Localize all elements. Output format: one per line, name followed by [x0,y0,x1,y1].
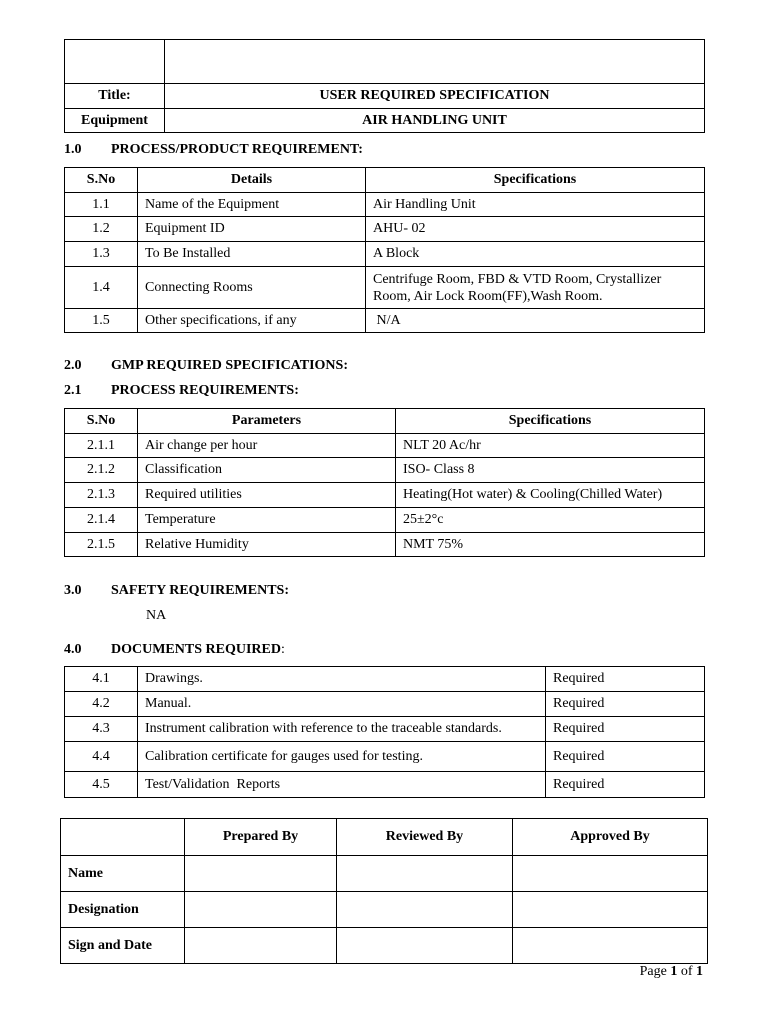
signoff-cell [337,856,513,892]
title-label: Title: [65,84,165,109]
row-sno: 2.1.2 [65,458,138,483]
row-spec: NLT 20 Ac/hr [396,434,705,458]
column-header: Specifications [366,168,705,193]
signoff-header-row [61,819,708,856]
row-parameter: Relative Humidity [138,533,396,557]
signoff-cell [337,928,513,964]
signoff-cell [513,856,708,892]
table-row [65,267,705,309]
row-spec: N/A [366,309,705,333]
row-document: Calibration certificate for gauges used for testing. [138,742,546,772]
signoff-cell [185,856,337,892]
header-blank-cell [65,40,165,84]
table-row [65,217,705,242]
row-document: Manual. [138,692,546,717]
row-sno: 1.3 [65,242,138,267]
row-detail: To Be Installed [138,242,366,267]
section-title-colon: : [280,642,285,657]
signoff-row-label: Sign and Date [61,928,185,964]
section-title: SAFETY REQUIREMENTS: [111,583,290,598]
page-total: 1 [696,964,703,979]
row-sno: 1.1 [65,193,138,217]
table-row [65,667,705,692]
table-row [65,508,705,533]
section-number: 4.0 [64,642,82,657]
signoff-row [61,892,708,928]
row-spec: 25±2°c [396,508,705,533]
row-sno: 1.5 [65,309,138,333]
table-row [65,717,705,742]
row-spec: Centrifuge Room, FBD & VTD Room, Crystallizer Room, Air Lock Room(FF),Wash Room. [366,267,705,309]
section-number: 2.0 [64,358,82,373]
section4-heading [64,642,285,658]
row-spec: Heating(Hot water) & Cooling(Chilled Water) [396,483,705,508]
column-header: S.No [65,409,138,434]
column-header: Details [138,168,366,193]
row-sno: 4.5 [65,772,138,798]
header-blank-cell [165,40,705,84]
signoff-row-label: Designation [61,892,185,928]
row-detail: Other specifications, if any [138,309,366,333]
row-document: Test/Validation Reports [138,772,546,798]
signoff-corner-cell [61,819,185,856]
row-parameter: Temperature [138,508,396,533]
documents-table [64,666,705,798]
row-spec: NMT 75% [396,533,705,557]
row-detail: Connecting Rooms [138,267,366,309]
signoff-cell [337,892,513,928]
title-value: USER REQUIRED SPECIFICATION [165,84,705,109]
row-sno: 2.1.5 [65,533,138,557]
reviewed-by-header: Reviewed By [337,819,513,856]
row-parameter: Required utilities [138,483,396,508]
section1-heading [64,142,363,158]
row-sno: 1.4 [65,267,138,309]
table-row [65,242,705,267]
signoff-cell [185,892,337,928]
section2-heading [64,358,348,374]
column-header: Parameters [138,409,396,434]
signoff-table [60,818,708,964]
table-row [65,483,705,508]
equipment-label: Equipment [65,109,165,133]
header-title-row [65,84,705,109]
signoff-cell [185,928,337,964]
row-status: Required [546,772,705,798]
process-requirements-table [64,408,705,557]
header-table [64,39,705,133]
page-of: of [677,964,696,979]
row-sno: 1.2 [65,217,138,242]
row-document: Drawings. [138,667,546,692]
table-header-row [65,168,705,193]
row-detail: Name of the Equipment [138,193,366,217]
row-detail: Equipment ID [138,217,366,242]
column-header: Specifications [396,409,705,434]
row-sno: 4.2 [65,692,138,717]
table-row [65,193,705,217]
section-number: 2.1 [64,383,82,398]
row-sno: 2.1.1 [65,434,138,458]
signoff-cell [513,928,708,964]
row-status: Required [546,692,705,717]
row-spec: ISO- Class 8 [396,458,705,483]
header-equipment-row [65,109,705,133]
table-row [65,772,705,798]
signoff-row-label: Name [61,856,185,892]
section2-1-heading [64,383,299,399]
equipment-value: AIR HANDLING UNIT [165,109,705,133]
row-sno: 2.1.3 [65,483,138,508]
section-title: PROCESS REQUIREMENTS: [111,383,299,398]
column-header: S.No [65,168,138,193]
table-header-row [65,409,705,434]
table-row [65,742,705,772]
row-spec: A Block [366,242,705,267]
row-sno: 4.1 [65,667,138,692]
prepared-by-header: Prepared By [185,819,337,856]
row-status: Required [546,742,705,772]
row-spec: AHU- 02 [366,217,705,242]
table-row [65,533,705,557]
row-sno: 2.1.4 [65,508,138,533]
row-parameter: Air change per hour [138,434,396,458]
signoff-row [61,928,708,964]
section-number: 1.0 [64,142,82,157]
safety-value: NA [146,608,167,623]
page-prefix: Page [639,964,671,979]
section-title: DOCUMENTS REQUIRED [111,642,281,657]
page-current: 1 [670,964,678,979]
table-row [65,309,705,333]
row-parameter: Classification [138,458,396,483]
approved-by-header: Approved By [513,819,708,856]
row-sno: 4.4 [65,742,138,772]
row-status: Required [546,717,705,742]
signoff-row [61,856,708,892]
header-blank-row [65,40,705,84]
page-number [640,964,703,980]
section-title: PROCESS/PRODUCT REQUIREMENT: [111,142,363,157]
section-title: GMP REQUIRED SPECIFICATIONS: [111,358,348,373]
row-spec: Air Handling Unit [366,193,705,217]
table-row [65,434,705,458]
section3-heading [64,583,289,599]
table-row [65,692,705,717]
row-document: Instrument calibration with reference to the traceable standards. [138,717,546,742]
process-product-table [64,167,705,333]
signoff-cell [513,892,708,928]
section-number: 3.0 [64,583,82,598]
row-status: Required [546,667,705,692]
table-row [65,458,705,483]
row-sno: 4.3 [65,717,138,742]
